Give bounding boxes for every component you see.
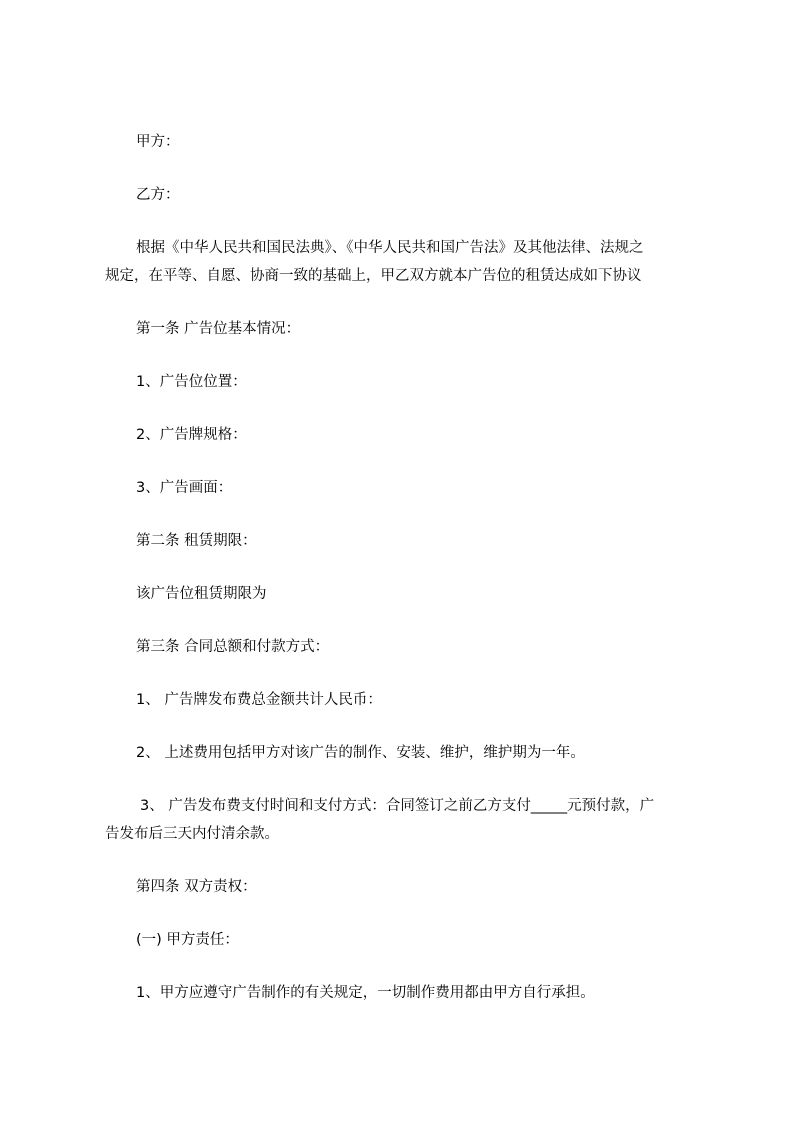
article-3-item-3-line-2: 告发布后三天内付清余款。 <box>105 826 279 842</box>
article-4-item-1: 1、甲方应遵守广告制作的有关规定，一切制作费用都由甲方自行承担。 <box>136 985 595 1001</box>
preamble-line-2: 规定，在平等、自愿、协商一致的基础上，甲乙双方就本广告位的租赁达成如下协议 <box>105 268 642 284</box>
article-2-text: 该广告位租赁期限为 <box>136 586 267 602</box>
article-1-item-1: 1、广告位位置： <box>136 374 247 390</box>
article-1-title: 第一条 广告位基本情况： <box>136 321 301 337</box>
article-4-title: 第四条 双方责权： <box>136 879 257 895</box>
article-1-item-3: 3、广告画面： <box>136 480 233 496</box>
article-3-item-2: 2、 上述费用包括甲方对该广告的制作、安装、维护，维护期为一年。 <box>136 745 585 761</box>
article-3-item-1: 1、 广告牌发布费总金额共计人民币： <box>136 692 382 708</box>
article-4-section-1: (一) 甲方责任： <box>136 932 239 948</box>
party-b-label: 乙方： <box>136 187 180 203</box>
article-1-item-2: 2、广告牌规格： <box>136 427 247 443</box>
article-3-item-3-line-1: 3、 广告发布费支付时间和支付方式：合同签订之前乙方支付_____元预付款，广 <box>140 798 655 814</box>
article-2-title: 第二条 租赁期限： <box>136 533 257 549</box>
party-a-label: 甲方： <box>136 134 180 150</box>
preamble-line-1: 根据《中华人民共和国民法典》、《中华人民共和国广告法》及其他法律、法规之 <box>136 240 644 256</box>
article-3-title: 第三条 合同总额和付款方式： <box>136 639 330 655</box>
